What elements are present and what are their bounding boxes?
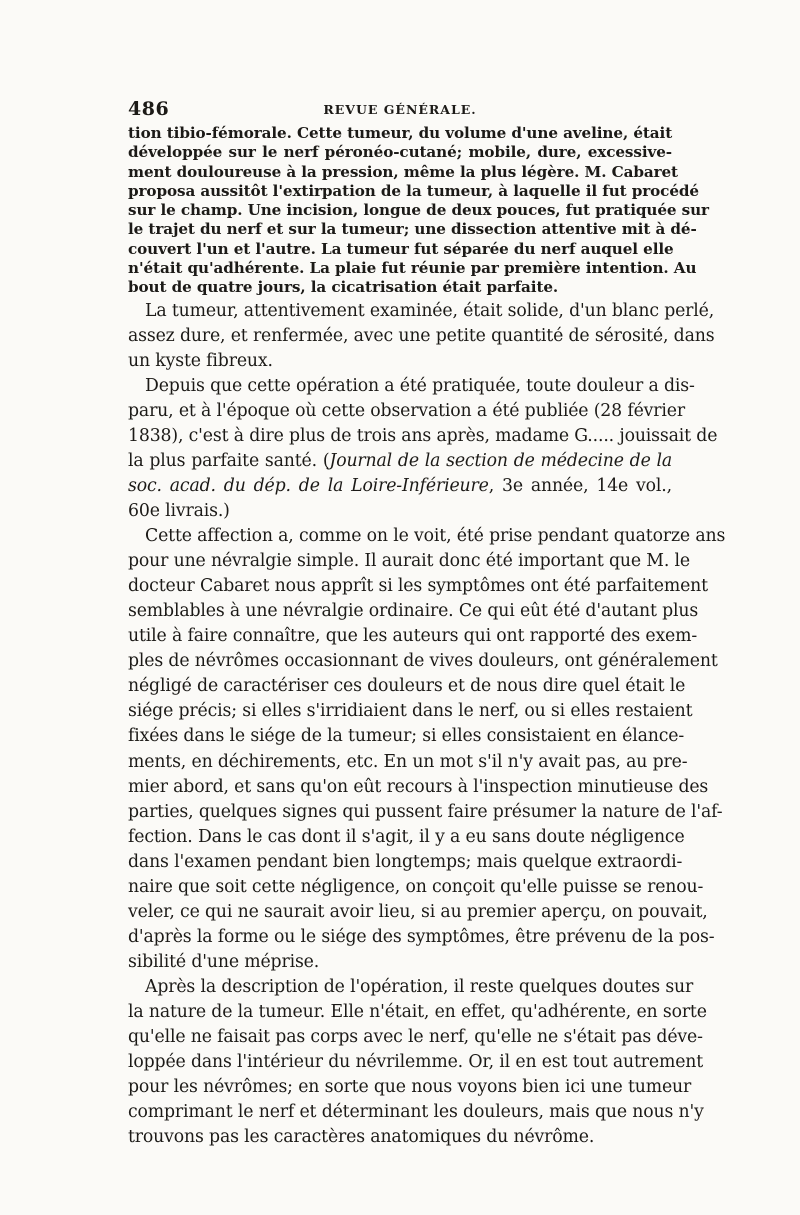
- text-line: pour une névralgie simple. Il aurait donc été important que M. le: [128, 551, 690, 572]
- text-line: semblables à une névralgie ordinaire. Ce qui eût été d'autant plus: [128, 601, 699, 622]
- text-line: fixées dans le siége de la tumeur; si elles consistaient en élance-: [128, 726, 685, 747]
- running-title: REVUE GÉNÉRALE.: [323, 102, 477, 117]
- text-line: loppée dans l'intérieur du névrilemme. Or, il en est tout autrement: [128, 1052, 704, 1073]
- text-line: le trajet du nerf et sur la tumeur; une dissection attentive mit à dé-: [128, 220, 697, 239]
- text-line: comprimant le nerf et déterminant les douleurs, mais que nous n'y: [128, 1102, 704, 1123]
- page-number: 486: [128, 98, 170, 120]
- text-line: parties, quelques signes qui pussent faire présumer la nature de l'af-: [128, 801, 723, 822]
- journal-title: Journal de la section de médecine de la: [329, 450, 673, 471]
- text-line: Cette affection a, comme on le voit, été prise pendant quatorze ans: [145, 526, 726, 547]
- citation-line: [128, 474, 672, 499]
- text-line: la nature de la tumeur. Elle n'était, en effet, qu'adhérente, en sorte: [128, 1001, 707, 1022]
- text-line: ples de névrômes occasionnant de vives douleurs, ont généralement: [128, 651, 718, 672]
- text-line: sibilité d'une méprise.: [128, 951, 320, 972]
- text-line: veler, ce qui ne saurait avoir lieu, si au premier aperçu, on pouvait,: [128, 901, 708, 922]
- text-line: n'était qu'adhérente. La plaie fut réunie par première intention. Au: [128, 259, 697, 278]
- text-line: dans l'examen pendant bien longtemps; mais quelque extraordi-: [128, 851, 683, 872]
- text-line: Depuis que cette opération a été pratiquée, toute douleur a dis-: [145, 375, 695, 396]
- text-line: tion tibio-fémorale. Cette tumeur, du volume d'une aveline, était: [128, 124, 673, 142]
- text-line: couvert l'un et l'autre. La tumeur fut séparée du nerf auquel elle: [128, 239, 674, 258]
- text-line: utile à faire connaître, que les auteurs qui ont rapporté des exem-: [128, 626, 698, 647]
- citation-volume: , 3e année, 14e vol.,: [488, 476, 672, 496]
- journal-title-cont: soc. acad. du dép. de la Loire-Inférieure: [128, 476, 489, 496]
- text-line: bout de quatre jours, la cicatrisation était parfaite.: [128, 278, 559, 297]
- text-line: 1838), c'est à dire plus de trois ans après, madame G..... jouissait de: [128, 425, 718, 446]
- text-line: docteur Cabaret nous apprît si les symptômes ont été parfaitement: [128, 576, 708, 597]
- text-line: développée sur le nerf péronéo-cutané; mobile, dure, excessive-: [128, 143, 672, 162]
- text-line: assez dure, et renfermée, avec une petite quantité de sérosité, dans: [128, 325, 715, 346]
- text-fragment: la plus parfaite santé.: [128, 450, 317, 471]
- page-header: [128, 98, 672, 124]
- text-line: ment douloureuse à la pression, même la plus légère. M. Cabaret: [128, 162, 678, 181]
- text-line: sur le champ. Une incision, longue de deux pouces, fut pratiquée sur: [128, 201, 709, 220]
- document-page: [128, 98, 726, 1150]
- text-line: siége précis; si elles s'irridiaient dans le nerf, ou si elles restaient: [128, 701, 693, 722]
- text-line: 60e livrais.): [128, 501, 230, 522]
- text-line: fection. Dans le cas dont il s'agit, il y a eu sans doute négligence: [128, 826, 685, 847]
- citation-line: la plus parfaite santé. (Journal de la section de médecine de la: [128, 450, 673, 471]
- text-line: pour les névrômes; en sorte que nous voyons bien ici une tumeur: [128, 1077, 692, 1098]
- text-line: mier abord, et sans qu'on eût recours à l'inspection minutieuse des: [128, 776, 709, 797]
- commentary-block: [128, 299, 726, 1151]
- text-line: négligé de caractériser ces douleurs et de nous dire quel était le: [128, 676, 686, 697]
- text-line: La tumeur, attentivement examinée, était solide, d'un blanc perlé,: [145, 300, 715, 321]
- case-report-block: [128, 124, 709, 298]
- text-line: ments, en déchirements, etc. En un mot s'il n'y avait pas, au pre-: [128, 751, 688, 772]
- text-line: proposa aussitôt l'extirpation de la tumeur, à laquelle il fut procédé: [128, 181, 699, 200]
- text-line: trouvons pas les caractères anatomiques du névrôme.: [128, 1127, 595, 1148]
- text-line: d'après la forme ou le siége des symptômes, être prévenu de la pos-: [128, 926, 715, 947]
- text-line: paru, et à l'époque où cette observation a été publiée (28 février: [128, 400, 685, 421]
- text-line: un kyste fibreux.: [128, 350, 273, 371]
- text-line: naire que soit cette négligence, on conçoit qu'elle puisse se renou-: [128, 876, 704, 897]
- text-line: Après la description de l'opération, il reste quelques doutes sur: [145, 976, 694, 997]
- text-line: qu'elle ne faisait pas corps avec le nerf, qu'elle ne s'était pas déve-: [128, 1027, 703, 1048]
